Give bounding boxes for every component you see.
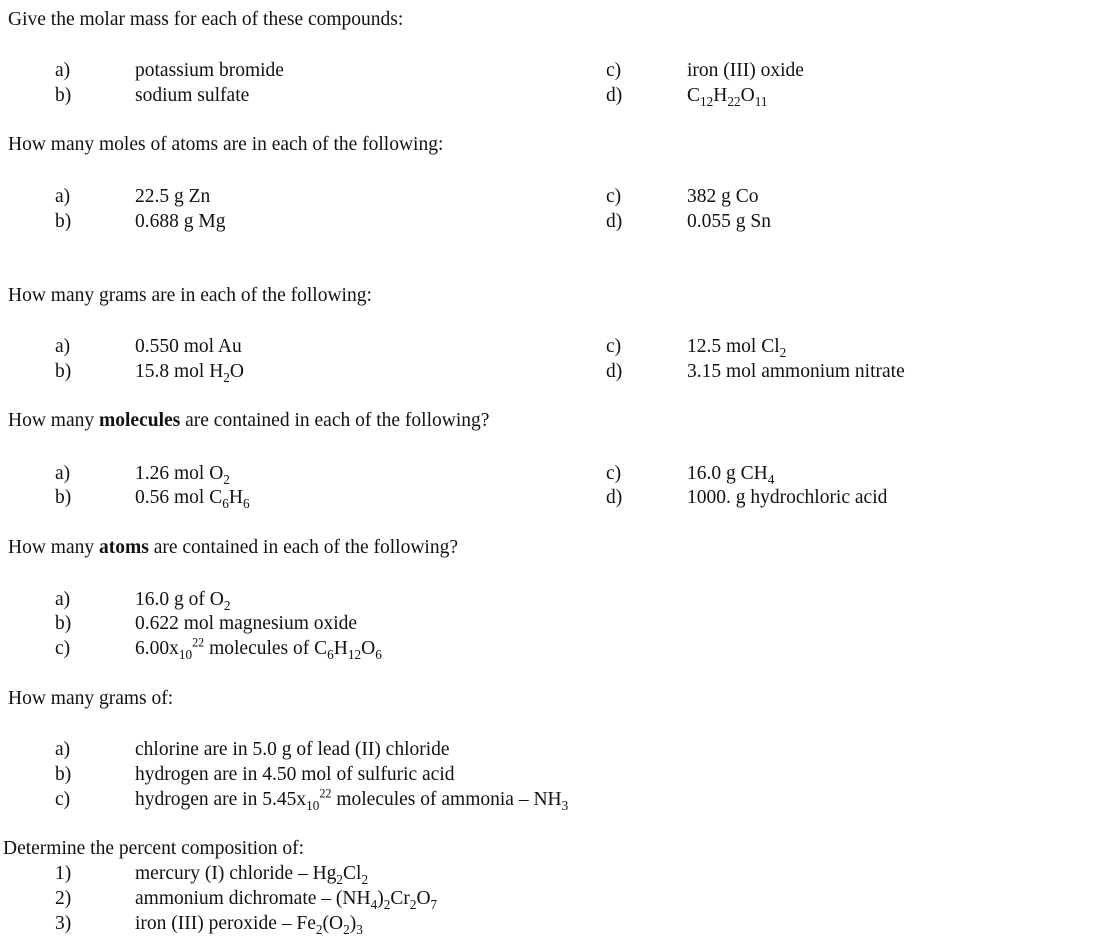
section-heading-moles-of-atoms: How many moles of atoms are in each of the following: bbox=[8, 134, 444, 155]
item-label: c) bbox=[606, 463, 622, 484]
heading-bold-word: molecules bbox=[99, 410, 181, 431]
item-label: d) bbox=[606, 487, 623, 508]
item-label: b) bbox=[55, 764, 72, 785]
item-label: b) bbox=[55, 361, 72, 382]
item-label: b) bbox=[55, 85, 72, 106]
item-label: d) bbox=[606, 361, 623, 382]
item-text: $C_{12}H_{22}O_{11}$ bbox=[687, 85, 768, 109]
item-text: 0.550 mol Au bbox=[135, 336, 242, 357]
item-label: a) bbox=[55, 589, 71, 610]
item-text: 16.0 g of $O_2$ bbox=[135, 589, 231, 613]
item-text: 12.5 mol $Cl_2$ bbox=[687, 336, 787, 360]
item-text: iron (III) peroxide – $Fe_2(O_2)_3$ bbox=[135, 913, 363, 937]
item-label: b) bbox=[55, 211, 72, 232]
heading-part: are contained in each of the following? bbox=[148, 537, 458, 558]
item-text: ammonium dichromate – $(NH_4)_2Cr_2O_7$ bbox=[135, 888, 438, 912]
section-heading-grams-of: How many grams of: bbox=[8, 688, 174, 709]
item-text: 0.622 mol magnesium oxide bbox=[135, 613, 358, 634]
item-text: mercury (I) chloride – $Hg_2Cl_2$ bbox=[135, 863, 369, 887]
item-label: c) bbox=[606, 336, 622, 357]
item-text: potassium bromide bbox=[135, 60, 284, 81]
item-text: $6.00x_{10}^{22}$ molecules of $C_6H_{12}O_6$ bbox=[135, 635, 382, 662]
section-heading-molar-mass: Give the molar mass for each of these compounds: bbox=[8, 9, 404, 30]
item-label: a) bbox=[55, 739, 71, 760]
item-text: 3.15 mol ammonium nitrate bbox=[687, 361, 905, 382]
section-heading-molecules bbox=[8, 408, 489, 433]
item-text: 0.56 mol $C_6H_6$ bbox=[135, 487, 250, 511]
item-text: 1.26 mol $O_2$ bbox=[135, 463, 230, 487]
item-label: c) bbox=[55, 638, 71, 659]
item-text: hydrogen are in 4.50 mol of sulfuric acid bbox=[135, 764, 455, 785]
item-label: c) bbox=[606, 186, 622, 207]
item-text: 15.8 mol $H_2O$ bbox=[135, 361, 245, 385]
item-label: d) bbox=[606, 85, 623, 106]
item-text: chlorine are in 5.0 g of lead (II) chloride bbox=[135, 739, 450, 760]
item-text: 1000. g hydrochloric acid bbox=[687, 487, 888, 508]
item-text: 0.055 g Sn bbox=[687, 211, 771, 232]
item-text: iron (III) oxide bbox=[687, 60, 804, 81]
item-text: 0.688 g Mg bbox=[135, 211, 226, 232]
item-label: 2) bbox=[55, 888, 72, 909]
item-label: a) bbox=[55, 186, 71, 207]
item-label: 3) bbox=[55, 913, 72, 934]
heading-bold-word: atoms bbox=[99, 537, 149, 558]
item-label: b) bbox=[55, 487, 72, 508]
item-label: c) bbox=[55, 789, 71, 810]
item-label: d) bbox=[606, 211, 623, 232]
item-label: b) bbox=[55, 613, 72, 634]
item-text: 382 g Co bbox=[687, 186, 759, 207]
item-label: a) bbox=[55, 336, 71, 357]
section-heading-grams: How many grams are in each of the following: bbox=[8, 285, 372, 306]
item-label: c) bbox=[606, 60, 622, 81]
item-text: 16.0 g $CH_4$ bbox=[687, 463, 775, 487]
section-heading-atoms bbox=[8, 535, 458, 560]
heading-part: How many bbox=[8, 537, 99, 558]
item-text: 22.5 g Zn bbox=[135, 186, 211, 207]
item-label: a) bbox=[55, 463, 71, 484]
item-text: hydrogen are in $5.45x_{10}^{22}$ molecules of ammonia – $NH_3$ bbox=[135, 786, 569, 813]
item-text: sodium sulfate bbox=[135, 85, 250, 106]
heading-part: How many bbox=[8, 410, 99, 431]
item-label: 1) bbox=[55, 863, 72, 884]
heading-part: are contained in each of the following? bbox=[180, 410, 490, 431]
section-heading-percent-composition: Determine the percent composition of: bbox=[3, 838, 305, 859]
item-label: a) bbox=[55, 60, 71, 81]
